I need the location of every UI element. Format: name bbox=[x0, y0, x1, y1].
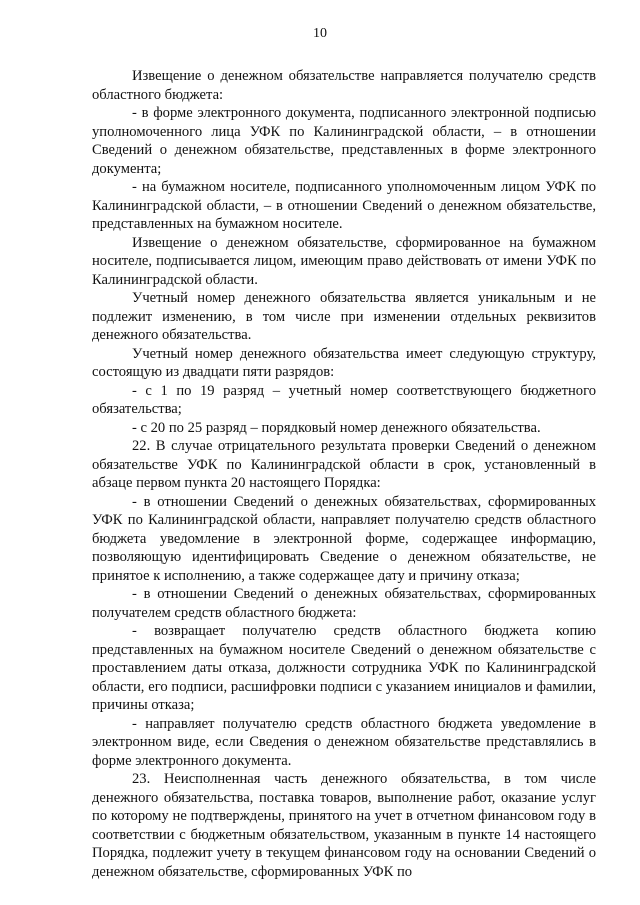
paragraph-digits-20-25: - с 20 по 25 разряд – порядковый номер денежного обязательства. bbox=[132, 419, 541, 436]
paragraph-paper-form: - на бумажном носителе, подписанного уполномоченным лицом УФК по Калининградской области, – в отношении Сведений о денежном обязательстве, представленных на бумажном носителе. bbox=[92, 179, 596, 232]
paragraph-sends-notice: - направляет получателю средств областного бюджета уведомление в электронном виде, если Сведения о денежном обязательстве представлялись в форме электронного документа. bbox=[92, 715, 596, 769]
document-body bbox=[92, 67, 596, 881]
paragraph-notice-sent: Извещение о денежном обязательстве направляется получателю средств областного бюджета: bbox=[92, 68, 596, 103]
paragraph-digits-1-19: - с 1 по 19 разряд – учетный номер соответствующего бюджетного обязательства; bbox=[92, 382, 596, 417]
paragraph-ufk-formed: - в отношении Сведений о денежных обязательствах, сформированных УФК по Калининградской области, направляет получателю средств областного бюджета уведомление в электронной форме, содержащее информацию, позволяющую идентифицировать Сведение о денежном обязательстве, не принятое к исполнению, а также содержащее дату и причину отказа; bbox=[92, 493, 596, 584]
paragraph-recipient-formed: - в отношении Сведений о денежных обязательствах, сформированных получателем средств областного бюджета: bbox=[92, 586, 596, 621]
paragraph-item-22: 22. В случае отрицательного результата проверки Сведений о денежном обязательстве УФК по Калининградской области в срок, установленный в абзаце первом пункта 20 настоящего Порядка: bbox=[92, 438, 596, 491]
paragraph-returns-copy: - возвращает получателю средств областного бюджета копию представленных на бумажном носителе Сведений о денежном обязательстве с проставлением даты отказа, должности сотрудника УФК по Калининградской области, его подписи, расшифровки подписи с указанием инициалов и фамилии, причины отказа; bbox=[92, 623, 596, 713]
paragraph-paper-signature: Извещение о денежном обязательстве, сформированное на бумажном носителе, подписывается лицом, имеющим право действовать от имени УФК по Калининградской области. bbox=[92, 234, 596, 288]
paragraph-item-23: 23. Неисполненная часть денежного обязательства, в том числе денежного обязательства, поставка товаров, выполнение работ, оказание услуг по которому не подтверждены, принятого на учет в отчетном финансовом году в соответствии с бюджетным обязательством, указанным в пункте 14 настоящего Порядка, подлежит учету в текущем финансовом году на основании Сведений о денежном обязательстве, сформированных УФК по bbox=[92, 771, 596, 880]
paragraph-unique-number: Учетный номер денежного обязательства является уникальным и не подлежит изменению, в том числе при изменении отдельных реквизитов денежного обязательства. bbox=[92, 290, 596, 343]
paragraph-number-structure: Учетный номер денежного обязательства имеет следующую структуру, состоящую из двадцати пяти разрядов: bbox=[92, 345, 596, 380]
paragraph-electronic-form: - в форме электронного документа, подписанного электронной подписью уполномоченного лица УФК по Калининградской области, – в отношении Сведений о денежном обязательстве, представленных в форме электронного документа; bbox=[92, 105, 596, 177]
page-number: 10 bbox=[313, 26, 327, 41]
